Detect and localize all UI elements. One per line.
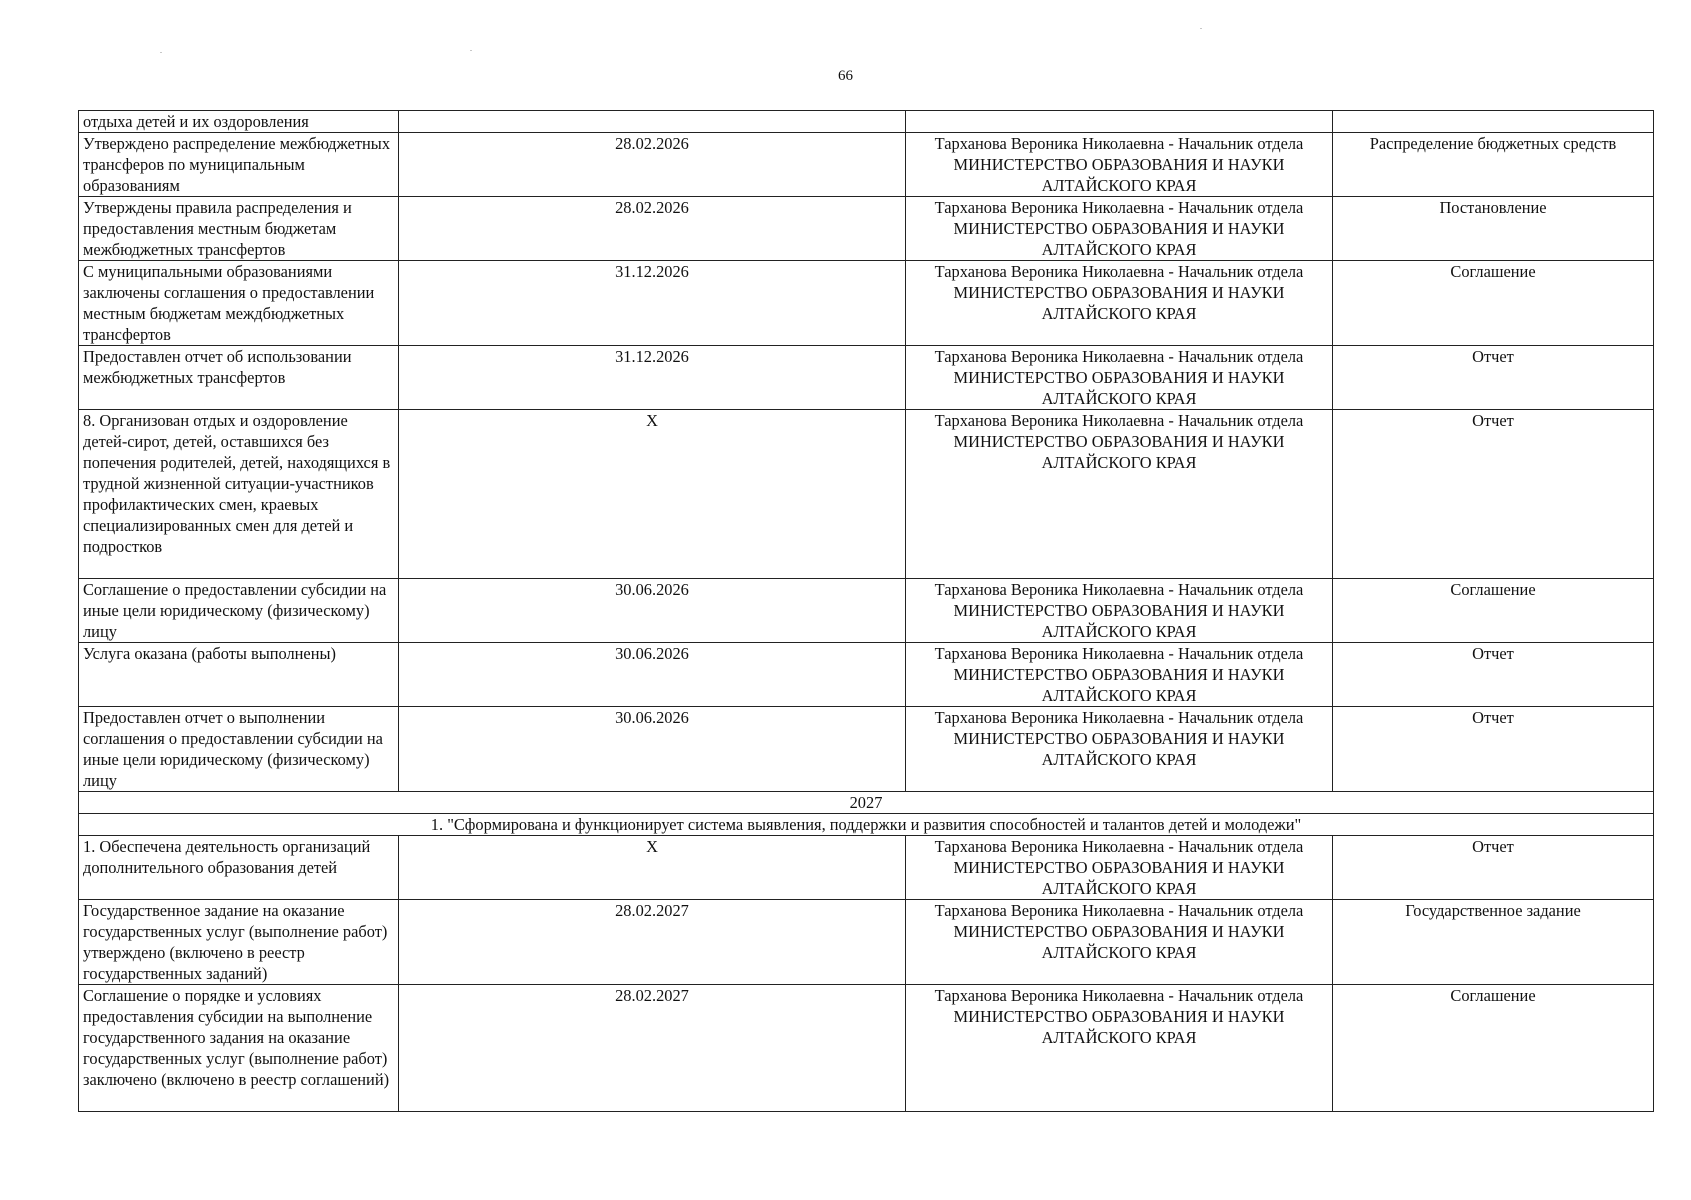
responsible-region: АЛТАЙСКОГО КРАЯ bbox=[1041, 453, 1197, 472]
scan-speck bbox=[1200, 28, 1202, 29]
result-cell: Соглашение о предоставлении субсидии на иные цели юридическому (физическому) лицу bbox=[79, 579, 399, 643]
table-row bbox=[79, 707, 1654, 792]
responsible-region: АЛТАЙСКОГО КРАЯ bbox=[1041, 240, 1197, 259]
document-cell: Отчет bbox=[1333, 707, 1654, 792]
responsible-org: МИНИСТЕРСТВО ОБРАЗОВАНИЯ И НАУКИ bbox=[953, 665, 1285, 684]
document-cell: Соглашение bbox=[1333, 579, 1654, 643]
result-cell: С муниципальными образованиями заключены соглашения о предоставлении местным бюджетам междбюджетных трансфертов bbox=[79, 261, 399, 346]
document-cell: Распределение бюджетных средств bbox=[1333, 133, 1654, 197]
date-cell: 30.06.2026 bbox=[399, 707, 906, 792]
responsible-cell bbox=[906, 900, 1333, 985]
responsible-person: Тарханова Вероника Николаевна - Начальник отдела bbox=[934, 580, 1304, 599]
result-cell: Предоставлен отчет о выполнении соглашения о предоставлении субсидии на иные цели юридическому (физическому) лицу bbox=[79, 707, 399, 792]
responsible-person: Тарханова Вероника Николаевна - Начальник отдела bbox=[934, 901, 1304, 920]
table-row bbox=[79, 111, 1654, 133]
table-row bbox=[79, 643, 1654, 707]
responsible-region: АЛТАЙСКОГО КРАЯ bbox=[1041, 1028, 1197, 1047]
result-cell: Услуга оказана (работы выполнены) bbox=[79, 643, 399, 707]
responsible-region: АЛТАЙСКОГО КРАЯ bbox=[1041, 686, 1197, 705]
responsible-cell bbox=[906, 579, 1333, 643]
result-cell: 8. Организован отдых и оздоровление детей-сирот, детей, оставшихся без попечения родителей, детей, находящихся в трудной жизненной ситуации-участников профилактических смен, краевых специализированных смен для детей и подростков bbox=[79, 410, 399, 579]
table-row bbox=[79, 900, 1654, 985]
document-cell bbox=[1333, 111, 1654, 133]
responsible-org: МИНИСТЕРСТВО ОБРАЗОВАНИЯ И НАУКИ bbox=[953, 283, 1285, 302]
document-cell: Отчет bbox=[1333, 410, 1654, 579]
result-cell: Предоставлен отчет об использовании межбюджетных трансфертов bbox=[79, 346, 399, 410]
date-cell: 31.12.2026 bbox=[399, 261, 906, 346]
plan-table bbox=[78, 110, 1654, 1112]
responsible-org: МИНИСТЕРСТВО ОБРАЗОВАНИЯ И НАУКИ bbox=[953, 155, 1285, 174]
project-row bbox=[79, 814, 1654, 836]
scan-speck bbox=[160, 52, 162, 53]
responsible-person: Тарханова Вероника Николаевна - Начальник отдела bbox=[934, 411, 1304, 430]
page-number: 66 bbox=[838, 68, 853, 84]
responsible-cell bbox=[906, 111, 1333, 133]
responsible-cell bbox=[906, 836, 1333, 900]
date-cell: X bbox=[399, 410, 906, 579]
responsible-person: Тарханова Вероника Николаевна - Начальник отдела bbox=[934, 134, 1304, 153]
responsible-person: Тарханова Вероника Николаевна - Начальник отдела bbox=[934, 644, 1304, 663]
responsible-org: МИНИСТЕРСТВО ОБРАЗОВАНИЯ И НАУКИ bbox=[953, 432, 1285, 451]
date-cell: 30.06.2026 bbox=[399, 643, 906, 707]
responsible-cell bbox=[906, 985, 1333, 1112]
responsible-region: АЛТАЙСКОГО КРАЯ bbox=[1041, 389, 1197, 408]
responsible-region: АЛТАЙСКОГО КРАЯ bbox=[1041, 943, 1197, 962]
document-cell: Отчет bbox=[1333, 346, 1654, 410]
table-row bbox=[79, 410, 1654, 579]
responsible-org: МИНИСТЕРСТВО ОБРАЗОВАНИЯ И НАУКИ bbox=[953, 922, 1285, 941]
date-cell: 28.02.2027 bbox=[399, 900, 906, 985]
date-cell bbox=[399, 111, 906, 133]
year-row bbox=[79, 792, 1654, 814]
date-cell: 28.02.2026 bbox=[399, 133, 906, 197]
responsible-region: АЛТАЙСКОГО КРАЯ bbox=[1041, 176, 1197, 195]
responsible-cell bbox=[906, 346, 1333, 410]
responsible-cell bbox=[906, 643, 1333, 707]
date-cell: X bbox=[399, 836, 906, 900]
project-cell: 1. "Сформирована и функционирует система выявления, поддержки и развития способностей и талантов детей и молодежи" bbox=[79, 814, 1654, 836]
responsible-org: МИНИСТЕРСТВО ОБРАЗОВАНИЯ И НАУКИ bbox=[953, 729, 1285, 748]
responsible-cell bbox=[906, 133, 1333, 197]
table-row bbox=[79, 579, 1654, 643]
responsible-region: АЛТАЙСКОГО КРАЯ bbox=[1041, 879, 1197, 898]
responsible-org: МИНИСТЕРСТВО ОБРАЗОВАНИЯ И НАУКИ bbox=[953, 858, 1285, 877]
document-cell: Отчет bbox=[1333, 836, 1654, 900]
responsible-cell bbox=[906, 707, 1333, 792]
result-cell: Утверждено распределение межбюджетных трансферов по муниципальным образованиям bbox=[79, 133, 399, 197]
result-cell: Государственное задание на оказание государственных услуг (выполнение работ) утверждено (включено в реестр государственных заданий) bbox=[79, 900, 399, 985]
result-cell: Соглашение о порядке и условиях предоставления субсидии на выполнение государственного задания на оказание государственных услуг (выполнение работ) заключено (включено в реестр соглашений) bbox=[79, 985, 399, 1112]
document-cell: Постановление bbox=[1333, 197, 1654, 261]
responsible-region: АЛТАЙСКОГО КРАЯ bbox=[1041, 750, 1197, 769]
date-cell: 28.02.2027 bbox=[399, 985, 906, 1112]
scan-speck bbox=[470, 50, 472, 51]
date-cell: 31.12.2026 bbox=[399, 346, 906, 410]
year-cell: 2027 bbox=[79, 792, 1654, 814]
responsible-org: МИНИСТЕРСТВО ОБРАЗОВАНИЯ И НАУКИ bbox=[953, 601, 1285, 620]
responsible-cell bbox=[906, 261, 1333, 346]
table-row bbox=[79, 985, 1654, 1112]
responsible-person: Тарханова Вероника Николаевна - Начальник отдела bbox=[934, 837, 1304, 856]
date-cell: 30.06.2026 bbox=[399, 579, 906, 643]
responsible-person: Тарханова Вероника Николаевна - Начальник отдела bbox=[934, 708, 1304, 727]
responsible-person: Тарханова Вероника Николаевна - Начальник отдела bbox=[934, 198, 1304, 217]
date-cell: 28.02.2026 bbox=[399, 197, 906, 261]
responsible-person: Тарханова Вероника Николаевна - Начальник отдела bbox=[934, 347, 1304, 366]
table-row bbox=[79, 836, 1654, 900]
table-row bbox=[79, 346, 1654, 410]
document-cell: Отчет bbox=[1333, 643, 1654, 707]
result-cell: Утверждены правила распределения и предоставления местным бюджетам межбюджетных трансфертов bbox=[79, 197, 399, 261]
responsible-region: АЛТАЙСКОГО КРАЯ bbox=[1041, 622, 1197, 641]
responsible-person: Тарханова Вероника Николаевна - Начальник отдела bbox=[934, 262, 1304, 281]
document-cell: Соглашение bbox=[1333, 985, 1654, 1112]
responsible-org: МИНИСТЕРСТВО ОБРАЗОВАНИЯ И НАУКИ bbox=[953, 368, 1285, 387]
responsible-org: МИНИСТЕРСТВО ОБРАЗОВАНИЯ И НАУКИ bbox=[953, 219, 1285, 238]
responsible-org: МИНИСТЕРСТВО ОБРАЗОВАНИЯ И НАУКИ bbox=[953, 1007, 1285, 1026]
table-row bbox=[79, 261, 1654, 346]
result-cell: отдыха детей и их оздоровления bbox=[79, 111, 399, 133]
result-cell: 1. Обеспечена деятельность организаций дополнительного образования детей bbox=[79, 836, 399, 900]
responsible-cell bbox=[906, 410, 1333, 579]
table-row bbox=[79, 197, 1654, 261]
responsible-person: Тарханова Вероника Николаевна - Начальник отдела bbox=[934, 986, 1304, 1005]
table-row bbox=[79, 133, 1654, 197]
document-cell: Соглашение bbox=[1333, 261, 1654, 346]
document-cell: Государственное задание bbox=[1333, 900, 1654, 985]
responsible-region: АЛТАЙСКОГО КРАЯ bbox=[1041, 304, 1197, 323]
responsible-cell bbox=[906, 197, 1333, 261]
